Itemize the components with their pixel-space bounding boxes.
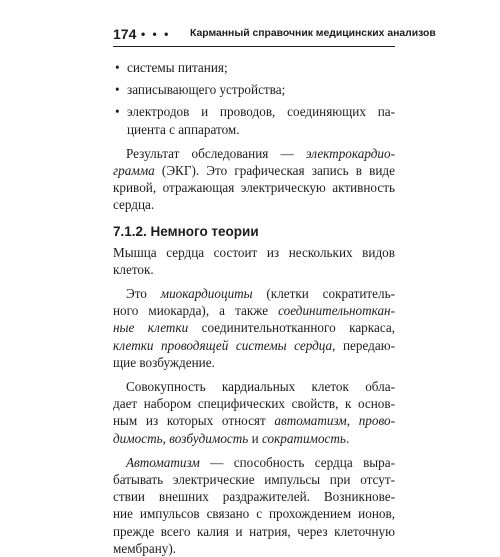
running-header <box>113 26 436 47</box>
paragraph <box>113 378 395 447</box>
text-line <box>113 302 395 319</box>
text-run: (клетки сократитель- <box>252 286 395 302</box>
italic-term: сократимость <box>261 430 346 446</box>
text-line <box>113 319 395 336</box>
italic-term: возбудимость <box>169 430 249 446</box>
text-run: ным из которых относят <box>113 413 275 429</box>
text-run: — способность сердца выра- <box>199 454 395 470</box>
italic-term: прово- <box>358 413 396 429</box>
text-line: Мышца сердца состоит из нескольких видов <box>113 244 395 260</box>
page-number: 174 <box>113 26 137 42</box>
text-run: и <box>248 430 262 446</box>
text-line <box>113 412 395 429</box>
paragraph <box>113 454 395 557</box>
text-run: ного миокарда), а также <box>113 303 279 319</box>
text-line: ние импульсов связано с прохождением ионов, <box>113 506 395 522</box>
italic-term: грамма <box>113 163 155 179</box>
bullet-list <box>113 59 395 138</box>
text-line: • записывающего устройства; <box>127 82 286 98</box>
text-line <box>113 145 395 162</box>
text-line: мембрану). <box>113 540 177 556</box>
section-heading: 7.1.2. Немного теории <box>113 223 259 239</box>
text-line: клеток. <box>113 261 154 277</box>
text-line: ствии внешних раздражителей. Возникнове- <box>113 489 395 505</box>
italic-term: Автоматизм <box>126 454 200 470</box>
italic-term: электрокардио- <box>305 145 395 161</box>
text-line <box>113 430 395 447</box>
text-run: , <box>346 413 359 429</box>
italic-term: ные клетки <box>113 320 189 336</box>
text-line: циента с аппаратом. <box>127 121 240 137</box>
text-line: кривой, отражающая электрическую активность <box>113 180 395 196</box>
text-line <box>113 162 395 179</box>
text-run: , <box>162 430 170 446</box>
text-line: сердца. <box>113 197 155 213</box>
text-line: • электродов и проводов, соединяющих па- <box>127 104 395 120</box>
list-item <box>113 81 395 98</box>
text-line: Совокупность кардиальных клеток обла- <box>126 379 395 395</box>
text-line: батывать электрические импульсы при отсут- <box>113 472 395 488</box>
text-line: • системы питания; <box>127 60 228 75</box>
header-dots: • • • <box>141 27 171 41</box>
text-run: соединительнотканного каркаса, <box>188 320 395 336</box>
text-run: (ЭКГ). Это графическая запись в виде <box>154 163 395 179</box>
list-item <box>113 103 395 137</box>
italic-term: миокардиоциты <box>160 286 253 302</box>
italic-term: соединительноткан- <box>278 303 395 319</box>
text-run: Это <box>126 286 161 302</box>
text-run: , передаю- <box>332 337 395 353</box>
text-line <box>113 337 395 354</box>
book-page <box>113 26 436 557</box>
text-line: дает набором специфических свойств, к основ- <box>113 396 395 412</box>
book-title: Карманный справочник медицинских анализов <box>190 28 436 39</box>
text-run: . <box>345 430 350 446</box>
italic-term: автоматизм <box>274 413 347 429</box>
text-run: Результат обследования — <box>126 145 306 161</box>
paragraph <box>113 244 395 278</box>
result-paragraph <box>113 145 395 214</box>
italic-term: димость <box>113 430 163 446</box>
text-line: прежде всего калия и натрия, через клеточную <box>113 523 395 539</box>
text-line <box>113 285 395 302</box>
list-item <box>113 59 395 76</box>
text-line <box>113 454 395 471</box>
italic-term: клетки проводящей системы сердца <box>113 337 333 353</box>
text-line: щие возбуждение. <box>113 354 215 370</box>
paragraph <box>113 285 395 371</box>
